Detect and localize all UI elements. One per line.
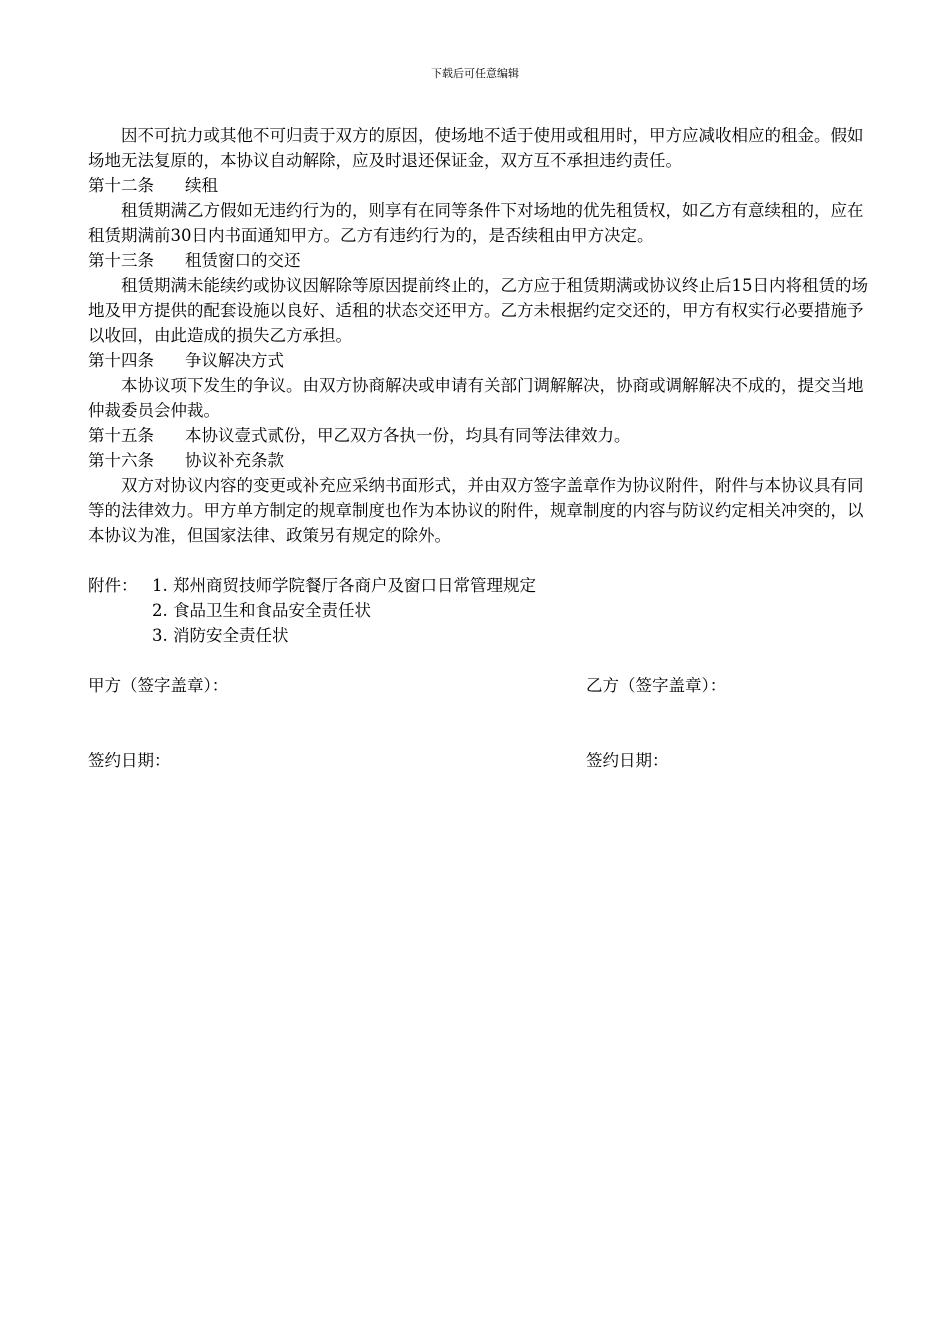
attachment-item: 2. 食品卫生和食品安全责任状	[152, 601, 371, 620]
spacer	[88, 698, 868, 723]
article-number: 第十六条	[88, 451, 154, 470]
article-title: 续租	[185, 176, 218, 195]
date-row	[88, 748, 868, 773]
article-title: 争议解决方式	[185, 351, 284, 370]
intro-paragraph: 因不可抗力或其他不可归责于双方的原因，使场地不适于使用或租用时，甲方应减收相应的租金。假如场地无法复原的，本协议自动解除，应及时退还保证金，双方互不承担违约责任。	[88, 126, 864, 170]
attachments-label: 附件：	[88, 576, 138, 595]
article-number: 第十五条	[88, 426, 154, 445]
article-14-heading	[88, 348, 868, 373]
article-title: 租赁窗口的交还	[185, 251, 301, 270]
article-12-body: 租赁期满乙方假如无违约行为的，则享有在同等条件下对场地的优先租赁权，如乙方有意续租的，应在租赁期满前30日内书面通知甲方。乙方有违约行为的，是否续租由甲方决定。	[88, 201, 864, 245]
party-a-signature: 甲方（签字盖章）：	[88, 676, 229, 695]
spacer	[88, 548, 868, 573]
article-number: 第十三条	[88, 251, 154, 270]
page-header: 下载后可任意编辑	[431, 67, 519, 80]
attachment-item: 1. 郑州商贸技师学院餐厅各商户及窗口日常管理规定	[152, 576, 536, 595]
article-16-heading	[88, 448, 868, 473]
attachment-row-1	[88, 573, 868, 598]
article-title: 协议补充条款	[185, 451, 284, 470]
article-13-heading	[88, 248, 868, 273]
attachment-item: 3. 消防安全责任状	[152, 626, 289, 645]
article-title: 本协议壹式贰份，甲乙双方各执一份，均具有同等法律效力。	[185, 426, 631, 445]
spacer	[88, 723, 868, 748]
spacer	[88, 648, 868, 673]
attachment-row-3	[88, 623, 868, 648]
article-12-heading	[88, 173, 868, 198]
document-body	[88, 123, 868, 773]
article-number: 第十四条	[88, 351, 154, 370]
article-13-body: 租赁期满未能续约或协议因解除等原因提前终止的，乙方应于租赁期满或协议终止后15日内将租赁的场地及甲方提供的配套设施以良好、适租的状态交还甲方。乙方未根据约定交还的，甲方有权实行必要措施予以收回，由此造成的损失乙方承担。	[88, 276, 868, 345]
party-b-date: 签约日期：	[586, 751, 669, 770]
signature-row	[88, 673, 868, 698]
party-b-signature: 乙方（签字盖章）：	[586, 676, 727, 695]
party-a-date: 签约日期：	[88, 751, 171, 770]
article-14-body: 本协议项下发生的争议。由双方协商解决或申请有关部门调解解决，协商或调解解决不成的，提交当地仲裁委员会仲裁。	[88, 376, 864, 420]
article-number: 第十二条	[88, 176, 154, 195]
article-16-body: 双方对协议内容的变更或补充应采纳书面形式，并由双方签字盖章作为协议附件，附件与本协议具有同等的法律效力。甲方单方制定的规章制度也作为本协议的附件，规章制度的内容与防议约定相关冲突的，以本协议为准，但国家法律、政策另有规定的除外。	[88, 476, 864, 545]
attachment-row-2	[88, 598, 868, 623]
article-15-heading	[88, 423, 868, 448]
